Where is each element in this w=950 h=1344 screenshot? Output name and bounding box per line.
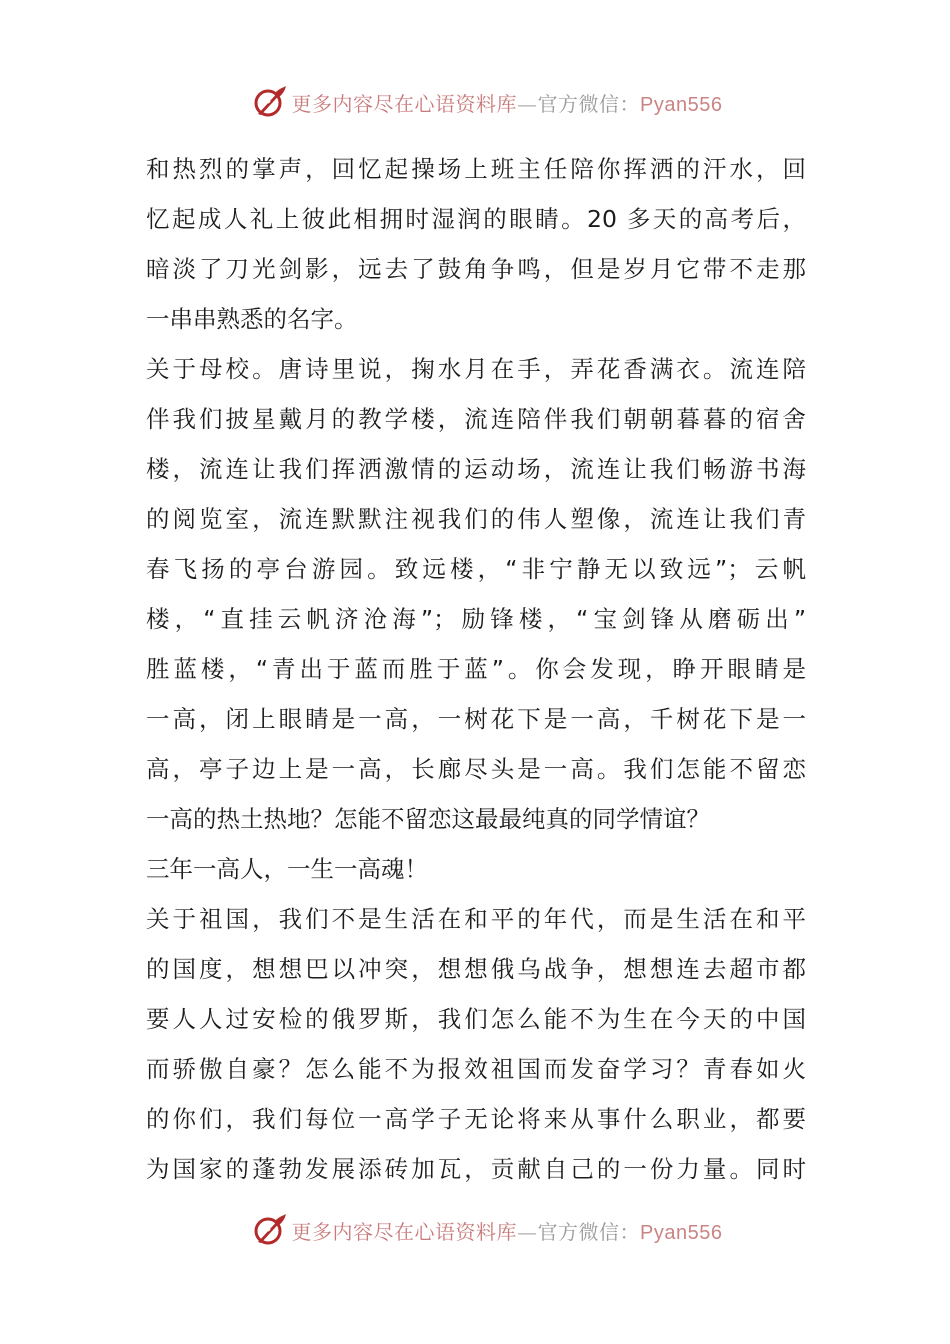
banner-main-text: 更多内容尽在心语资料库 bbox=[291, 91, 518, 116]
text-line: 和热烈的掌声，回忆起操场上班主任陪你挥洒的汗水，回 bbox=[146, 155, 806, 183]
text-line: 一高，闭上眼睛是一高，一树花下是一高，千树花下是一 bbox=[146, 705, 806, 733]
text-line: 春飞扬的亭台游园。致远楼，“非宁静无以致远”；云帆 bbox=[146, 555, 806, 583]
banner-text bbox=[292, 88, 723, 117]
text-line: 一串串熟悉的名字。 bbox=[146, 305, 358, 333]
text-line: 暗淡了刀光剑影，远去了鼓角争鸣，但是岁月它带不走那 bbox=[146, 255, 806, 283]
text-line: 高，亭子边上是一高，长廊尽头是一高。我们怎能不留恋 bbox=[146, 755, 806, 783]
banner-dash: — bbox=[517, 1219, 538, 1244]
text-line: 为国家的蓬勃发展添砖加瓦，贡献自己的一份力量。同时 bbox=[146, 1155, 806, 1183]
document-body bbox=[146, 144, 806, 1194]
banner-wechat-id: Pyan556 bbox=[640, 93, 723, 116]
text-line: 忆起成人礼上彼此相拥时湿润的眼睛。20 多天的高考后， bbox=[146, 205, 806, 233]
text-line: 一高的热土热地？怎能不留恋这最最纯真的同学情谊？ bbox=[146, 805, 710, 833]
text-line: 的你们，我们每位一高学子无论将来从事什么职业，都要 bbox=[146, 1105, 806, 1133]
text-line: 楼，“直挂云帆济沧海”；励锋楼，“宝剑锋从磨砺出” bbox=[146, 605, 806, 633]
banner-text bbox=[292, 1216, 723, 1245]
quill-logo-icon bbox=[252, 84, 288, 120]
header-banner bbox=[0, 82, 950, 122]
banner-dash: — bbox=[517, 91, 538, 116]
header-banner-content bbox=[252, 84, 723, 120]
footer-banner-content bbox=[252, 1212, 723, 1248]
banner-wechat-label: 官方微信： bbox=[537, 91, 641, 116]
text-line: 要人人过安检的俄罗斯，我们怎么能不为生在今天的中国 bbox=[146, 1005, 806, 1033]
text-line: 胜蓝楼，“青出于蓝而胜于蓝”。你会发现，睁开眼睛是 bbox=[146, 655, 806, 683]
text-line: 的国度，想想巴以冲突，想想俄乌战争，想想连去超市都 bbox=[146, 955, 806, 983]
banner-main-text: 更多内容尽在心语资料库 bbox=[291, 1219, 518, 1244]
text-line: 楼，流连让我们挥洒激情的运动场，流连让我们畅游书海 bbox=[146, 455, 806, 483]
text-line: 的阅览室，流连默默注视我们的伟人塑像，流连让我们青 bbox=[146, 505, 806, 533]
footer-banner bbox=[0, 1210, 950, 1250]
banner-wechat-id: Pyan556 bbox=[640, 1221, 723, 1244]
quill-logo-icon bbox=[252, 1212, 288, 1248]
text-line: 关于祖国，我们不是生活在和平的年代，而是生活在和平 bbox=[146, 905, 806, 933]
banner-wechat-label: 官方微信： bbox=[537, 1219, 641, 1244]
text-line: 伴我们披星戴月的教学楼，流连陪伴我们朝朝暮暮的宿舍 bbox=[146, 405, 806, 433]
text-line: 三年一高人，一生一高魂！ bbox=[146, 855, 428, 883]
text-line: 关于母校。唐诗里说，掬水月在手，弄花香满衣。流连陪 bbox=[146, 355, 806, 383]
text-line: 而骄傲自豪？怎么能不为报效祖国而发奋学习？青春如火 bbox=[146, 1055, 806, 1083]
